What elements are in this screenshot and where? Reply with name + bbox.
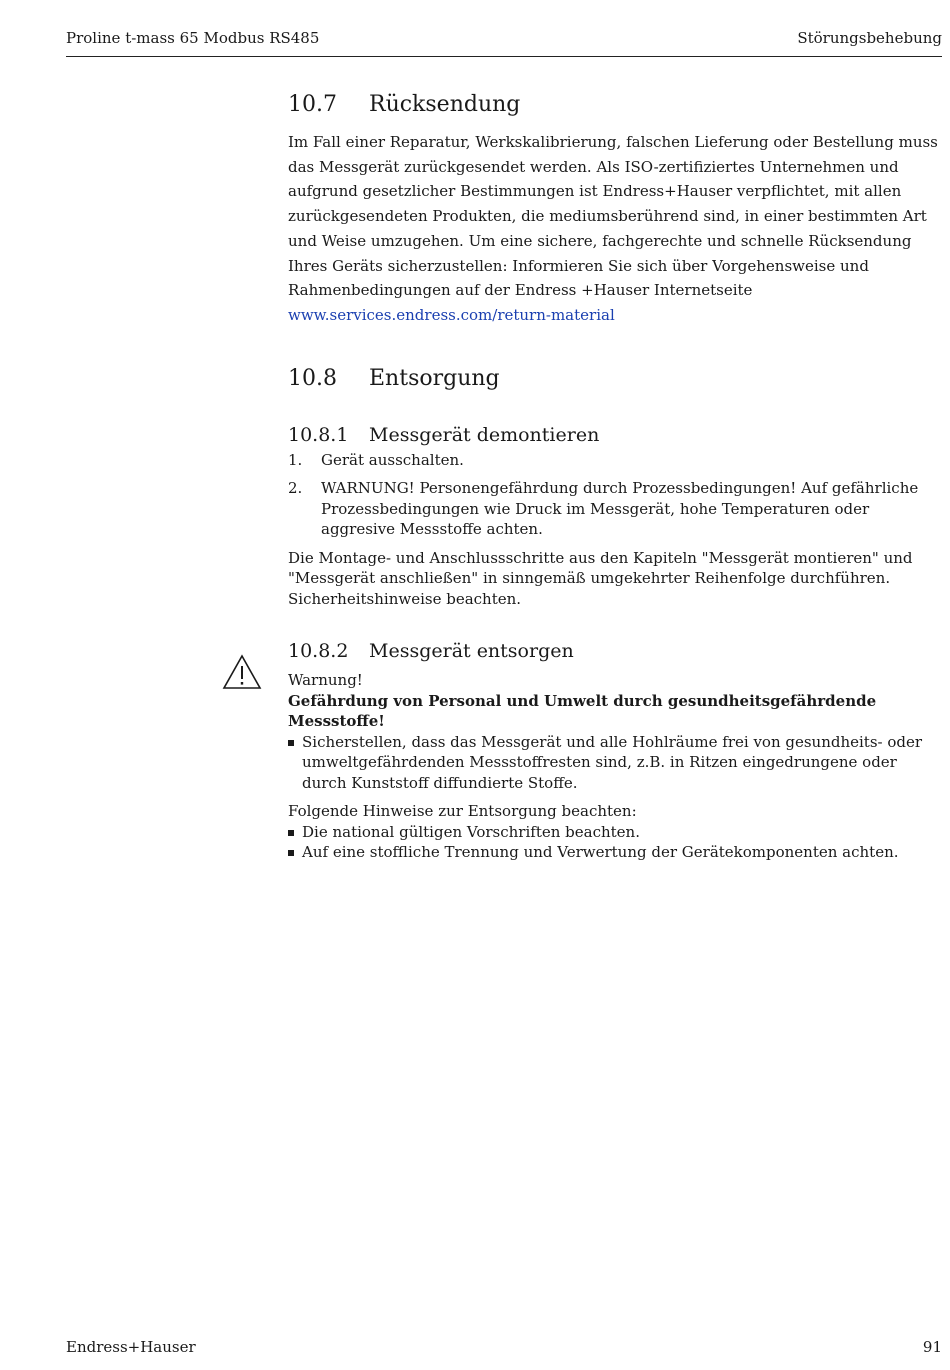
return-text-1: Im Fall einer Reparatur, Werkskalibrierung, falschen Lieferung oder Bestellung muss das Messgerät zurückgesendet werden. Als ISO-zertifiziertes Unternehmen und aufgrund gesetzlicher Bestimmungen ist Endress+Hauser verpflichtet, mit allen zurückgesendeten Produkten, die mediumsberührend sind, in einer bestimmten Art und Weise umzugehen. <box>288 133 938 250</box>
dismount-note: Die Montage- und Anschlussschritte aus den Kapiteln "Messgerät montieren" und "Messgerät anschließen" in sinngemäß umgekehrter Reihenfolge durchführen. Sicherheitshinweise beachten. <box>288 548 913 608</box>
list-item <box>288 732 942 794</box>
footer-page-number: 91 <box>922 1338 942 1356</box>
section-number: 10.7 <box>288 92 337 117</box>
bullet-square-icon <box>288 732 302 794</box>
warning-title: Gefährdung von Personal und Umwelt durch gesundheitsgefährdende Messstoffe! <box>288 691 877 731</box>
footer-company: Endress+Hauser <box>66 1338 196 1356</box>
subsection-title: Messgerät demontieren <box>369 423 600 446</box>
step-number: 2. <box>288 479 303 498</box>
list-item <box>288 842 942 863</box>
return-material-link[interactable]: www.services.endress.com/return-material <box>288 305 615 324</box>
section-heading-10-7 <box>288 92 942 117</box>
step-number: 1. <box>288 450 303 469</box>
warning-triangle-icon <box>222 654 262 690</box>
disposal-item-text: Auf eine stoffliche Trennung und Verwertung der Gerätekomponenten achten. <box>302 843 899 862</box>
list-item <box>288 822 942 843</box>
step-text: Gerät ausschalten. <box>321 450 464 469</box>
disposal-list <box>288 822 942 863</box>
header-chapter-title: Störungsbehebung <box>797 29 942 47</box>
header-doc-title: Proline t-mass 65 Modbus RS485 <box>66 29 320 47</box>
subsection-heading-10-8-2 <box>288 640 942 662</box>
dismount-steps <box>288 450 942 540</box>
disposal-item-text: Die national gültigen Vorschriften beachten. <box>302 822 640 841</box>
warning-list <box>288 732 942 794</box>
list-item <box>288 450 942 471</box>
section-title: Rücksendung <box>369 92 521 117</box>
bullet-square-icon <box>288 842 302 863</box>
bullet-square-icon <box>288 822 302 843</box>
return-text-2: Um eine sichere, fachgerechte und schnelle Rücksendung Ihres Geräts sicherzustellen: Informieren Sie sich über Vorgehensweise und Rahmenbedingungen auf der Endress +Hauser Internetseite <box>288 231 912 300</box>
subsection-number: 10.8.1 <box>288 423 349 446</box>
step-text: WARNUNG! Personengefährdung durch Prozessbedingungen! Auf gefährliche Prozessbedingungen wie Druck im Messgerät, hohe Temperaturen oder aggresive Messstoffe achten. <box>321 479 919 539</box>
page-content <box>288 92 942 863</box>
subsection-title: Messgerät entsorgen <box>369 640 574 663</box>
list-item <box>288 478 942 540</box>
subsection-heading-10-8-1 <box>288 424 942 446</box>
section-number: 10.8 <box>288 365 337 391</box>
header-divider <box>66 56 942 57</box>
section-heading-10-8 <box>288 366 942 391</box>
warning-item-text: Sicherstellen, dass das Messgerät und alle Hohlräume frei von gesundheits- oder umweltgefährdenden Messstoffresten sind, z.B. in Ritzen eingedrungene oder durch Kunststoff diffundierte Stoffe. <box>302 732 923 792</box>
section-title: Entsorgung <box>369 365 500 391</box>
warning-label: Warnung! <box>288 671 363 690</box>
return-paragraph <box>288 130 942 328</box>
subsection-number: 10.8.2 <box>288 640 349 663</box>
disposal-intro: Folgende Hinweise zur Entsorgung beachten: <box>288 802 637 821</box>
